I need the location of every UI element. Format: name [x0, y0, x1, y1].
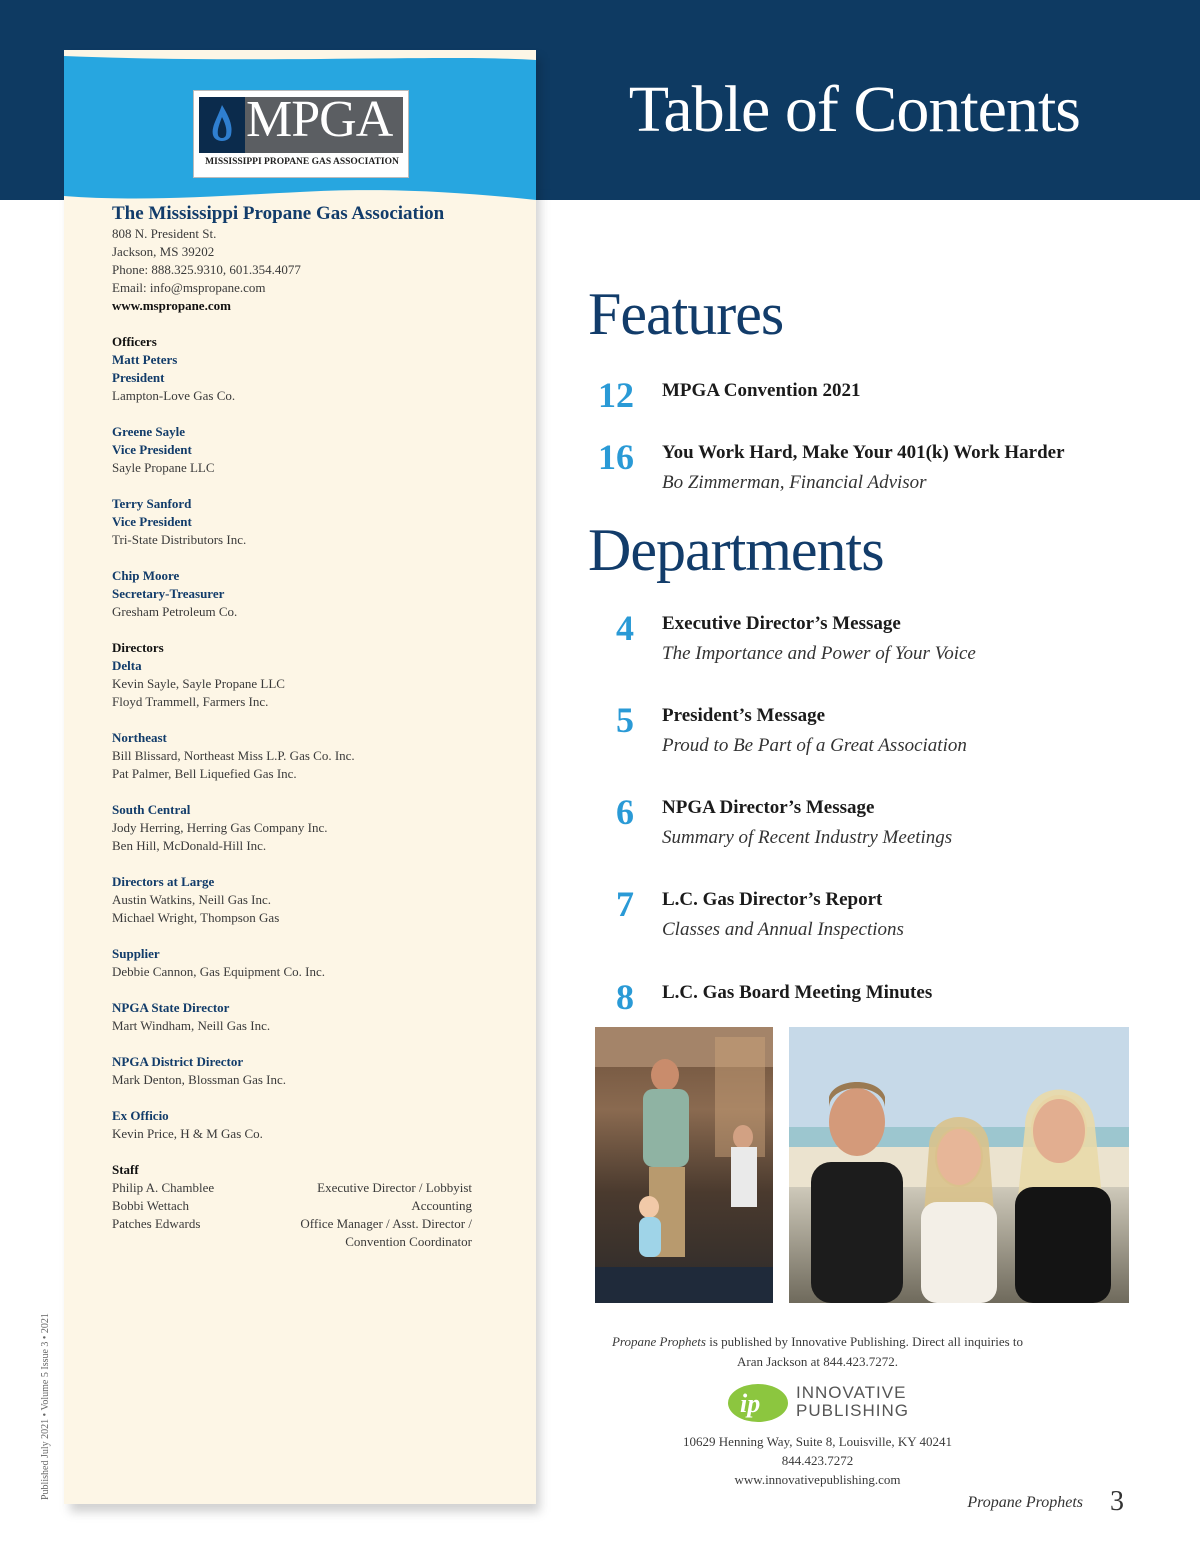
officer-name: Matt Peters — [112, 352, 178, 367]
director-region: NPGA District Director — [112, 1054, 244, 1069]
director-region: NPGA State Director — [112, 1000, 230, 1015]
director-member: Michael Wright, Thompson Gas — [112, 910, 280, 925]
officer-name: Terry Sanford — [112, 496, 192, 511]
publisher-contact: Aran Jackson at 844.423.7272. — [736, 1354, 899, 1369]
officer-title: Vice President — [112, 442, 192, 457]
staff-row — [112, 1197, 472, 1215]
features-heading: Features — [588, 281, 784, 347]
convention-photo-right — [789, 1027, 1129, 1303]
convention-photo-left — [595, 1027, 773, 1303]
footer-page-number: 3 — [1110, 1486, 1124, 1517]
officer-block — [112, 567, 472, 621]
toc-title: President’s Message — [662, 705, 826, 726]
toc-subtitle: Classes and Annual Inspections — [662, 919, 904, 940]
ip-logo-text — [796, 1384, 909, 1420]
director-member: Debbie Cannon, Gas Equipment Co. Inc. — [112, 964, 326, 979]
director-region: Delta — [112, 658, 142, 673]
director-member: Mart Windham, Neill Gas Inc. — [112, 1018, 271, 1033]
officer-name: Greene Sayle — [112, 424, 186, 439]
publisher-note-text: is published by Innovative Publishing. Direct all inquiries to — [705, 1334, 1024, 1349]
ip-logo-icon — [726, 1382, 790, 1424]
officer-company: Gresham Petroleum Co. — [112, 604, 238, 619]
publisher-note — [590, 1332, 1045, 1372]
staff-row-continued — [112, 1233, 472, 1251]
director-member: Ben Hill, McDonald-Hill Inc. — [112, 838, 267, 853]
staff-role-continued: Convention Coordinator — [345, 1234, 472, 1249]
toc-item[interactable] — [588, 884, 1148, 959]
director-region: Supplier — [112, 946, 160, 961]
toc-item[interactable] — [588, 375, 1148, 450]
officer-name: Chip Moore — [112, 568, 180, 583]
ip-logo-line2: PUBLISHING — [796, 1401, 909, 1420]
page-title: Table of Contents — [628, 73, 1080, 146]
officer-company: Sayle Propane LLC — [112, 460, 215, 475]
staff-name: Philip A. Chamblee — [112, 1180, 215, 1195]
director-group — [112, 999, 472, 1035]
publisher-note-line1 — [590, 1332, 1045, 1352]
ip-logo-line1: INNOVATIVE — [796, 1383, 907, 1402]
logo-wordmark: MPGA — [246, 91, 393, 148]
director-member: Pat Palmer, Bell Liquefied Gas Inc. — [112, 766, 297, 781]
director-member: Bill Blissard, Northeast Miss L.P. Gas Co. Inc. — [112, 748, 355, 763]
toc-subtitle: Summary of Recent Industry Meetings — [662, 827, 953, 848]
logo-subtitle: MISSISSIPPI PROPANE GAS ASSOCIATION — [205, 157, 399, 167]
departments-heading: Departments — [588, 517, 884, 583]
toc-page-number: 7 — [616, 884, 634, 924]
publisher-address-block — [590, 1432, 1045, 1489]
director-group — [112, 801, 472, 855]
director-member: Kevin Sayle, Sayle Propane LLC — [112, 676, 285, 691]
officers-label: Officers — [112, 334, 157, 349]
publisher-website[interactable]: www.innovativepublishing.com — [734, 1472, 901, 1487]
officers-block — [112, 333, 472, 405]
director-member: Austin Watkins, Neill Gas Inc. — [112, 892, 272, 907]
director-region: Northeast — [112, 730, 167, 745]
toc-item[interactable] — [588, 700, 1148, 775]
toc-page-number: 8 — [616, 977, 634, 1017]
sidebar-panel — [64, 50, 536, 1504]
toc-item[interactable] — [588, 608, 1148, 683]
toc-subtitle: The Importance and Power of Your Voice — [662, 643, 976, 664]
toc-item[interactable] — [588, 792, 1148, 867]
toc-title: L.C. Gas Board Meeting Minutes — [662, 982, 933, 1003]
footer-magazine-name: Propane Prophets — [967, 1494, 1083, 1511]
toc-title: NPGA Director’s Message — [662, 797, 875, 818]
toc-page-number: 6 — [616, 792, 634, 832]
association-city: Jackson, MS 39202 — [112, 244, 215, 259]
director-region: South Central — [112, 802, 191, 817]
publisher-phone: 844.423.7272 — [781, 1453, 854, 1468]
staff-row — [112, 1179, 472, 1197]
director-group — [112, 1107, 472, 1143]
publication-info: Published July 2021 • Volume 5 Issue 3 • 2021 — [40, 1313, 51, 1500]
toc-subtitle: Bo Zimmerman, Financial Advisor — [662, 472, 927, 493]
director-group — [112, 1053, 472, 1089]
flame-icon — [199, 97, 245, 153]
director-group — [112, 945, 472, 981]
officer-company: Tri-State Distributors Inc. — [112, 532, 247, 547]
toc-subtitle: Proud to Be Part of a Great Association — [662, 735, 967, 756]
toc-title: L.C. Gas Director’s Report — [662, 889, 883, 910]
director-member: Kevin Price, H & M Gas Co. — [112, 1126, 263, 1141]
toc-page-number: 16 — [598, 437, 634, 477]
staff-row — [112, 1215, 472, 1233]
toc-item[interactable] — [588, 437, 1148, 512]
toc-page-number: 5 — [616, 700, 634, 740]
logo-flame-box — [199, 97, 245, 153]
association-name: The Mississippi Propane Gas Association — [112, 203, 445, 224]
director-group — [112, 729, 472, 783]
mpga-logo — [193, 90, 409, 178]
staff-role: Office Manager / Asst. Director / — [300, 1216, 472, 1231]
staff-label: Staff — [112, 1162, 139, 1177]
director-region: Ex Officio — [112, 1108, 169, 1123]
officer-title: Vice President — [112, 514, 192, 529]
association-phone: Phone: 888.325.9310, 601.354.4077 — [112, 262, 301, 277]
staff-block — [112, 1161, 472, 1251]
publisher-address: 10629 Henning Way, Suite 8, Louisville, KY 40241 — [683, 1434, 952, 1449]
officer-title: President — [112, 370, 165, 385]
svg-text:ip: ip — [740, 1389, 761, 1418]
director-member: Mark Denton, Blossman Gas Inc. — [112, 1072, 287, 1087]
officer-block — [112, 495, 472, 549]
toc-page-number: 4 — [616, 608, 634, 648]
director-group — [112, 873, 472, 927]
photo-scene-left — [595, 1027, 773, 1303]
toc-page-number: 12 — [598, 375, 634, 415]
directors-label: Directors — [112, 640, 164, 655]
officer-company: Lampton-Love Gas Co. — [112, 388, 236, 403]
association-street: 808 N. President St. — [112, 226, 217, 241]
director-member: Jody Herring, Herring Gas Company Inc. — [112, 820, 328, 835]
innovative-publishing-logo — [726, 1382, 916, 1424]
photo-scene-right — [789, 1027, 1129, 1303]
staff-role: Executive Director / Lobbyist — [317, 1180, 472, 1195]
staff-name: Bobbi Wettach — [112, 1198, 190, 1213]
director-member: Floyd Trammell, Farmers Inc. — [112, 694, 269, 709]
staff-name: Patches Edwards — [112, 1216, 201, 1231]
director-region: Directors at Large — [112, 874, 215, 889]
directors-block — [112, 639, 472, 711]
officer-block — [112, 423, 472, 477]
association-website[interactable]: www.mspropane.com — [112, 298, 231, 313]
officer-title: Secretary-Treasurer — [112, 586, 225, 601]
toc-title: You Work Hard, Make Your 401(k) Work Harder — [662, 442, 1065, 463]
toc-title: Executive Director’s Message — [662, 613, 901, 634]
sidebar-content — [112, 203, 472, 1251]
association-email: Email: info@mspropane.com — [112, 280, 266, 295]
magazine-name: Propane Prophets — [611, 1334, 706, 1349]
staff-role: Accounting — [411, 1198, 472, 1213]
toc-title: MPGA Convention 2021 — [662, 380, 861, 401]
